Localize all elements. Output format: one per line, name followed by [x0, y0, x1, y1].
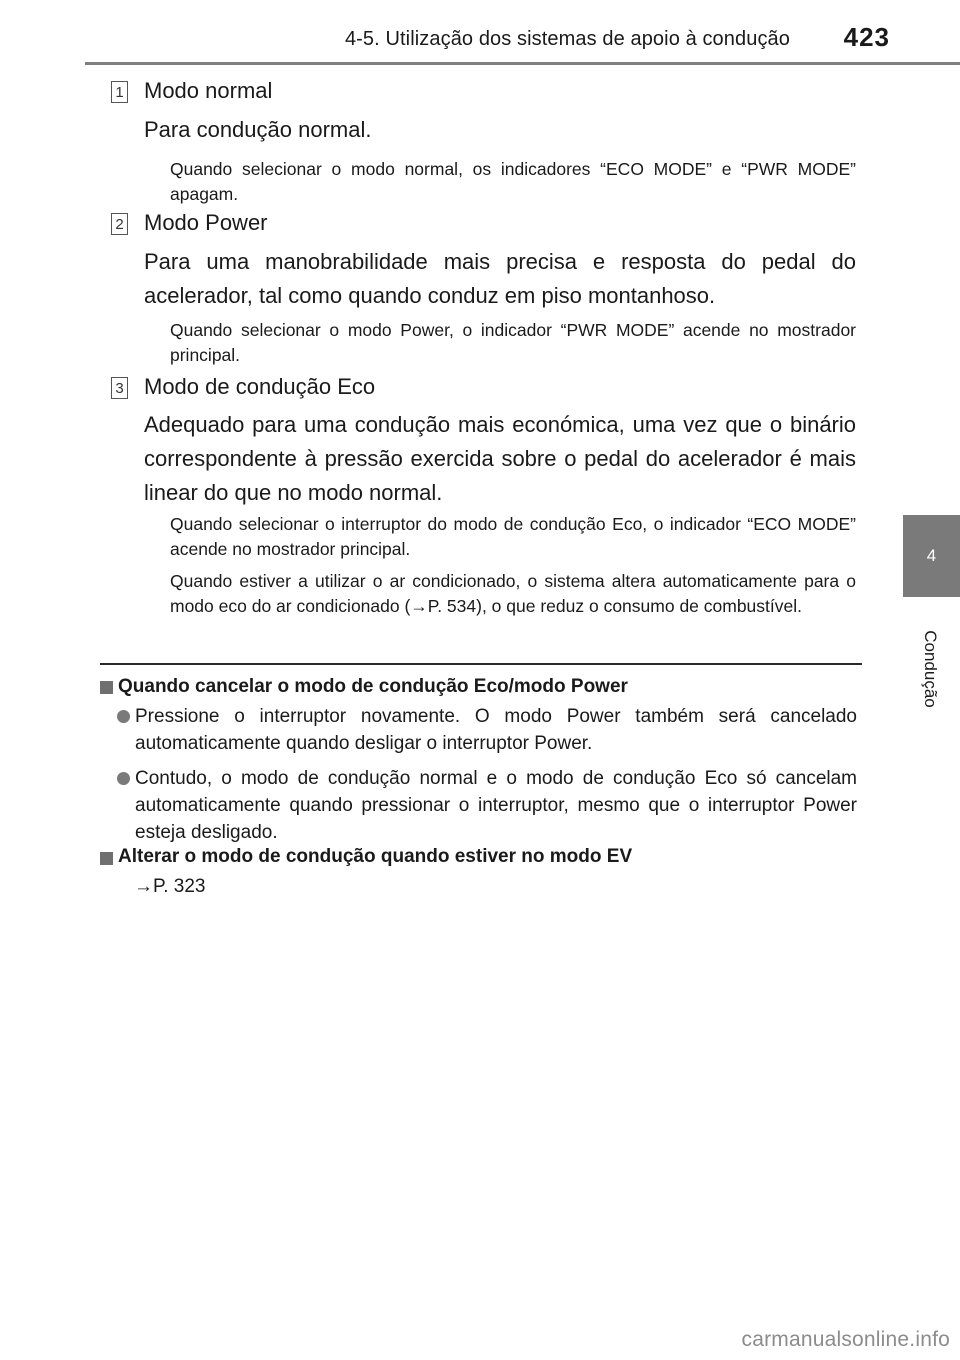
- bullet-text: Contudo, o modo de condução normal e o modo de condução Eco só cancelam automaticamente quando pressionar o interruptor, mesmo que o interruptor Power esteja desligado.: [135, 768, 857, 843]
- section-divider: [100, 663, 862, 665]
- circle-bullet-icon: [117, 710, 130, 723]
- chapter-label: Condução: [921, 630, 940, 708]
- square-bullet-icon: [100, 681, 113, 694]
- chapter-tab: [903, 515, 960, 597]
- mode-description: Para condução normal.: [144, 117, 372, 142]
- page-reference-link[interactable]: →P. 323: [134, 876, 206, 897]
- step-number-badge: 2: [111, 213, 128, 235]
- chapter-number: 4: [926, 546, 937, 565]
- mode-note: Quando selecionar o modo Power, o indicador “PWR MODE” acende no mostrador principal.: [170, 320, 856, 365]
- section-title: Alterar o modo de condução quando estiver no modo EV: [118, 846, 633, 867]
- circle-bullet-icon: [117, 772, 130, 785]
- mode-description: Adequado para uma condução mais económica, uma vez que o binário correspondente à pressão exercida sobre o pedal do acelerador é mais linear do que no modo normal.: [144, 412, 856, 505]
- step-number-badge: 3: [111, 377, 128, 399]
- mode-description: Para uma manobrabilidade mais precisa e resposta do pedal do acelerador, tal como quando conduz em piso montanhoso.: [144, 249, 856, 308]
- header-title: 4-5. Utilização dos sistemas de apoio à condução: [344, 28, 790, 50]
- mode-title: Modo normal: [144, 78, 273, 103]
- section-title: Quando cancelar o modo de condução Eco/modo Power: [118, 676, 628, 697]
- square-bullet-icon: [100, 852, 113, 865]
- mode-note: Quando selecionar o interruptor do modo de condução Eco, o indicador “ECO MODE” acende no mostrador principal.: [170, 514, 856, 559]
- mode-title: Modo de condução Eco: [144, 374, 376, 399]
- watermark: carmanualsonline.info: [741, 1328, 950, 1351]
- mode-note: Quando selecionar o modo normal, os indicadores “ECO MODE” e “PWR MODE” apagam.: [170, 159, 856, 204]
- mode-title: Modo Power: [144, 210, 268, 235]
- header-rule: [85, 62, 960, 65]
- step-number-badge: 1: [111, 81, 128, 103]
- page-number: 423: [843, 22, 890, 52]
- bullet-text: Pressione o interruptor novamente. O modo Power também será cancelado automaticamente quando desligar o interruptor Power.: [135, 706, 857, 754]
- mode-note: Quando estiver a utilizar o ar condicionado, o sistema altera automaticamente para o modo eco do ar condicionado (→P. 534), o que reduz o consumo de combustível.: [170, 571, 856, 616]
